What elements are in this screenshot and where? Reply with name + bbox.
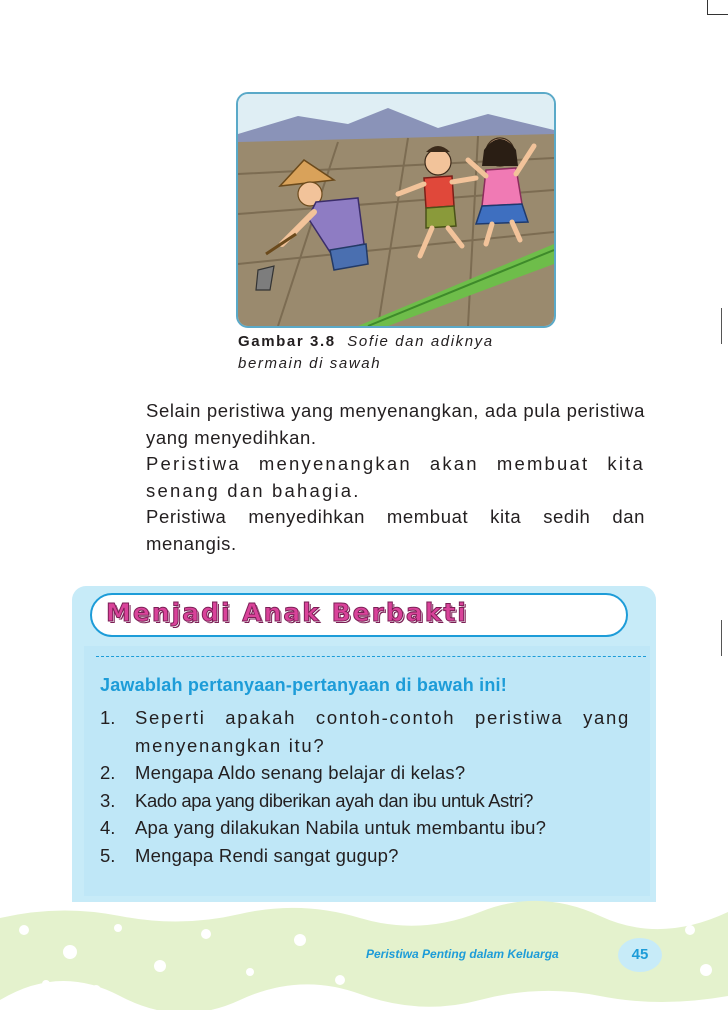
activity-instruction: Jawablah pertanyaan-pertanyaan di bawah ini!	[100, 675, 507, 695]
question-text: Mengapa Aldo senang belajar di kelas?	[135, 762, 466, 783]
body-paragraph: Selain peristiwa yang menyenangkan, ada pula peristiwa yang menyedihkan.	[146, 400, 645, 448]
question-item	[100, 704, 630, 759]
page-number: 45	[631, 946, 649, 963]
crop-mark-right-upper	[721, 308, 728, 344]
activity-title: Menjadi Anak Berbakti	[106, 598, 468, 627]
body-paragraph: Peristiwa menyenangkan akan membuat kita senang dan bahagia.	[146, 453, 645, 501]
body-paragraph: Peristiwa menyedihkan membuat kita sedih dan menangis.	[146, 506, 645, 554]
question-number: 2.	[100, 762, 116, 783]
rice-field-illustration	[238, 94, 554, 326]
body-text	[146, 398, 645, 557]
figure-label: Gambar 3.8	[238, 333, 336, 350]
question-number: 3.	[100, 789, 116, 811]
chapter-title: Peristiwa Penting dalam Keluarga	[366, 947, 559, 961]
question-text: Seperti apakah contoh-contoh peristiwa yang menyenangkan itu?	[135, 707, 630, 756]
figure-caption	[238, 331, 558, 375]
question-item	[100, 814, 630, 842]
crop-mark-right-lower	[721, 620, 728, 656]
question-item	[100, 759, 630, 787]
activity-divider	[96, 656, 646, 657]
question-number: 1.	[100, 707, 116, 728]
question-text: Kado apa yang diberikan ayah dan ibu untuk Astri?	[135, 789, 533, 811]
question-number: 5.	[100, 844, 116, 866]
crop-mark-top	[707, 0, 728, 15]
question-list	[100, 704, 630, 869]
question-text: Apa yang dilakukan Nabila untuk membantu ibu?	[135, 817, 547, 838]
figure-description: Sofie dan adiknya bermain di sawah	[238, 333, 494, 372]
question-item	[100, 787, 630, 815]
figure-illustration	[236, 92, 556, 328]
question-number: 4.	[100, 817, 116, 838]
question-text: Mengapa Rendi sangat gugup?	[135, 844, 399, 866]
question-item	[100, 842, 630, 870]
